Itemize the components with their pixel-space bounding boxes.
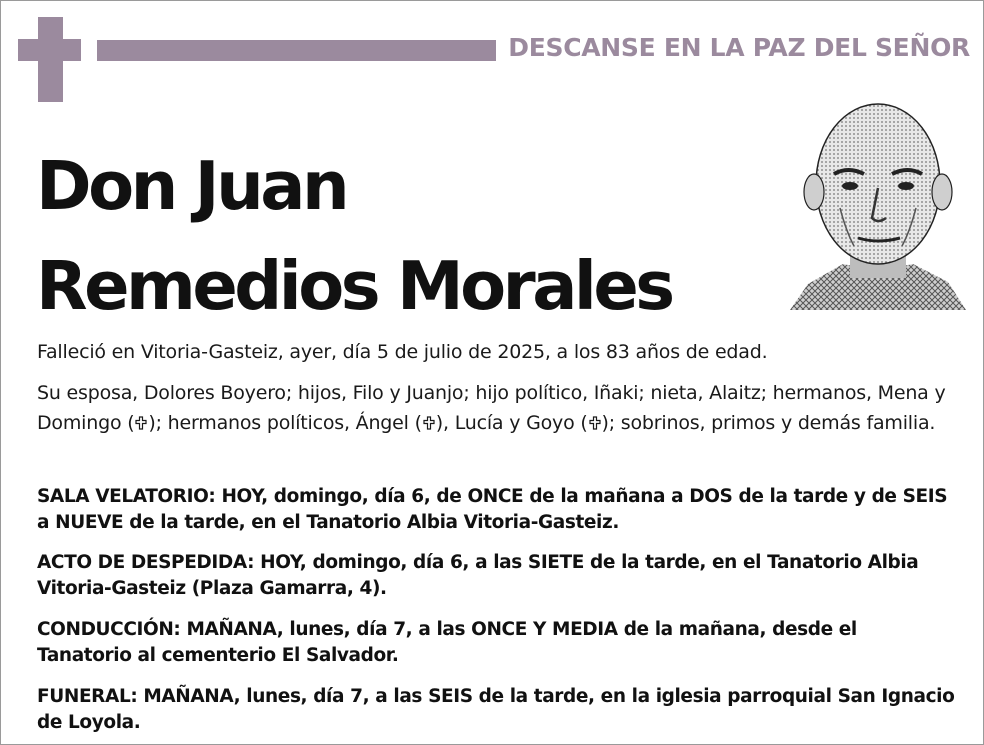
cross-icon: [588, 416, 602, 430]
cross-icon: [422, 416, 436, 430]
event-conduccion: CONDUCCIÓN: MAÑANA, lunes, día 7, a las ONCE Y MEDIA de la mañana, desde el Tanatorio al cementerio El Salvador.: [37, 619, 857, 666]
deceased-name: [36, 136, 672, 336]
family-list: [37, 378, 957, 438]
family-text-1: Su esposa, Dolores Boyero; hijos, Filo y Juanjo; hijo político, Iñaki; nieta, Alaitz; hermanos, Mena y Domingo (: [37, 382, 946, 434]
cross-icon-bar: [18, 39, 81, 61]
family-text-4: ); sobrinos, primos y demás familia.: [601, 412, 936, 434]
portrait-photo: [788, 96, 968, 310]
event-funeral: FUNERAL: MAÑANA, lunes, día 7, a las SEIS de la tarde, en la iglesia parroquial San Ignacio de Loyola.: [37, 686, 955, 733]
header-title: DESCANSE EN LA PAZ DEL SEÑOR: [508, 33, 970, 62]
name-line-2: Remedios Morales: [36, 247, 672, 325]
family-text-3: ), Lucía y Goyo (: [435, 412, 588, 434]
cross-icon: [134, 416, 148, 430]
name-line-1: Don Juan: [36, 147, 347, 225]
family-text-2: ); hermanos políticos, Ángel (: [148, 412, 422, 434]
header-rule: [97, 40, 496, 61]
death-notice: Falleció en Vitoria-Gasteiz, ayer, día 5 de julio de 2025, a los 83 años de edad.: [37, 341, 768, 363]
event-despedida: ACTO DE DESPEDIDA: HOY, domingo, día 6, a las SIETE de la tarde, en el Tanatorio Albia Vitoria-Gasteiz (Plaza Gamarra, 4).: [37, 552, 919, 599]
event-velatorio: SALA VELATORIO: HOY, domingo, día 6, de ONCE de la mañana a DOS de la tarde y de SEIS a NUEVE de la tarde, en el Tanatorio Albia Vitoria-Gasteiz.: [37, 486, 948, 533]
